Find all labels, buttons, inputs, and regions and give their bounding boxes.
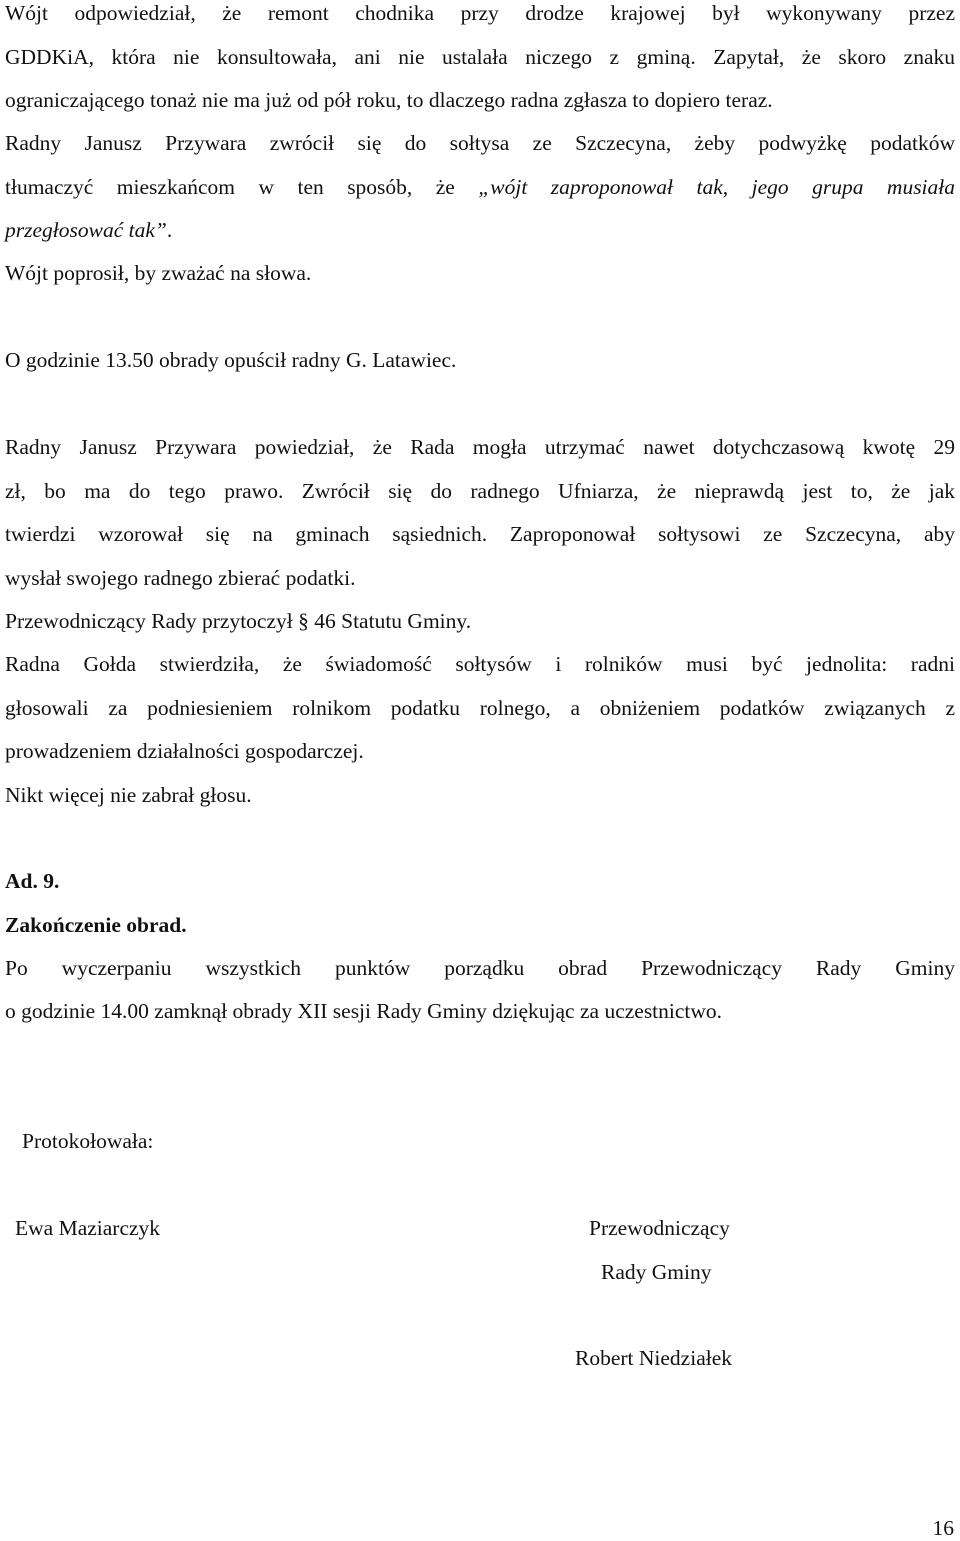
paragraph-line: [5, 174, 955, 200]
paragraph: Przewodniczący Rady przytoczył § 46 Statutu Gminy.: [5, 609, 472, 633]
quote-text: przegłosować tak”: [5, 218, 167, 242]
paragraph-line: twierdzi wzorował się na gminach sąsiednich. Zaproponował sołtysowi ze Szczecyna, aby: [5, 522, 955, 546]
paragraph-line: [5, 217, 955, 243]
section-number: Ad. 9.: [5, 869, 60, 893]
paragraph-line: Radna Gołda stwierdziła, że świadomość sołtysów i rolników musi być jednolita: radni: [5, 652, 955, 676]
page-number: 16: [932, 1516, 954, 1540]
quote-text: „wójt zaproponował tak, jego grupa musiała: [478, 175, 956, 199]
chair-title: Przewodniczący: [589, 1216, 730, 1240]
paragraph-line: Po wyczerpaniu wszystkich punktów porządku obrad Przewodniczący Rady Gminy: [5, 956, 955, 980]
paragraph-line: GDDKiA, która nie konsultowała, ani nie ustalała niczego z gminą. Zapytał, że skoro znaku: [5, 45, 955, 69]
paragraph: Wójt poprosił, by zważać na słowa.: [5, 261, 312, 285]
chair-name: Robert Niedziałek: [575, 1346, 733, 1370]
paragraph-line: Radny Janusz Przywara zwrócił się do sołtysa ze Szczecyna, żeby podwyżkę podatków: [5, 131, 955, 155]
paragraph-line: prowadzeniem działalności gospodarczej.: [5, 739, 364, 763]
chair-body: Rady Gminy: [601, 1260, 712, 1284]
paragraph-line: głosowali za podniesieniem rolnikom podatku rolnego, a obniżeniem podatków związanych z: [5, 696, 955, 720]
paragraph-line: zł, bo ma do tego prawo. Zwrócił się do radnego Ufniarza, że nieprawdą jest to, że jak: [5, 479, 955, 503]
paragraph-line: o godzinie 14.00 zamknął obrady XII sesji Rady Gminy dziękując za uczestnictwo.: [5, 999, 723, 1023]
recorder-name: Ewa Maziarczyk: [15, 1216, 161, 1240]
paragraph-line: Radny Janusz Przywara powiedział, że Rada mogła utrzymać nawet dotychczasową kwotę 29: [5, 435, 955, 459]
paragraph: O godzinie 13.50 obrady opuścił radny G. Latawiec.: [5, 348, 457, 372]
paragraph: Nikt więcej nie zabrał głosu.: [5, 783, 252, 807]
plain-text: tłumaczyć mieszkańcom w ten sposób, że: [5, 175, 479, 199]
plain-text: .: [166, 218, 173, 242]
paragraph-line: ograniczającego tonaż nie ma już od pół roku, to dlaczego radna zgłasza to dopiero teraz.: [5, 88, 773, 112]
section-title: Zakończenie obrad.: [5, 913, 187, 937]
protocol-label: Protokołowała:: [22, 1129, 154, 1153]
paragraph-line: wysłał swojego radnego zbierać podatki.: [5, 566, 356, 590]
paragraph-line: Wójt odpowiedział, że remont chodnika przy drodze krajowej był wykonywany przez: [5, 1, 955, 25]
